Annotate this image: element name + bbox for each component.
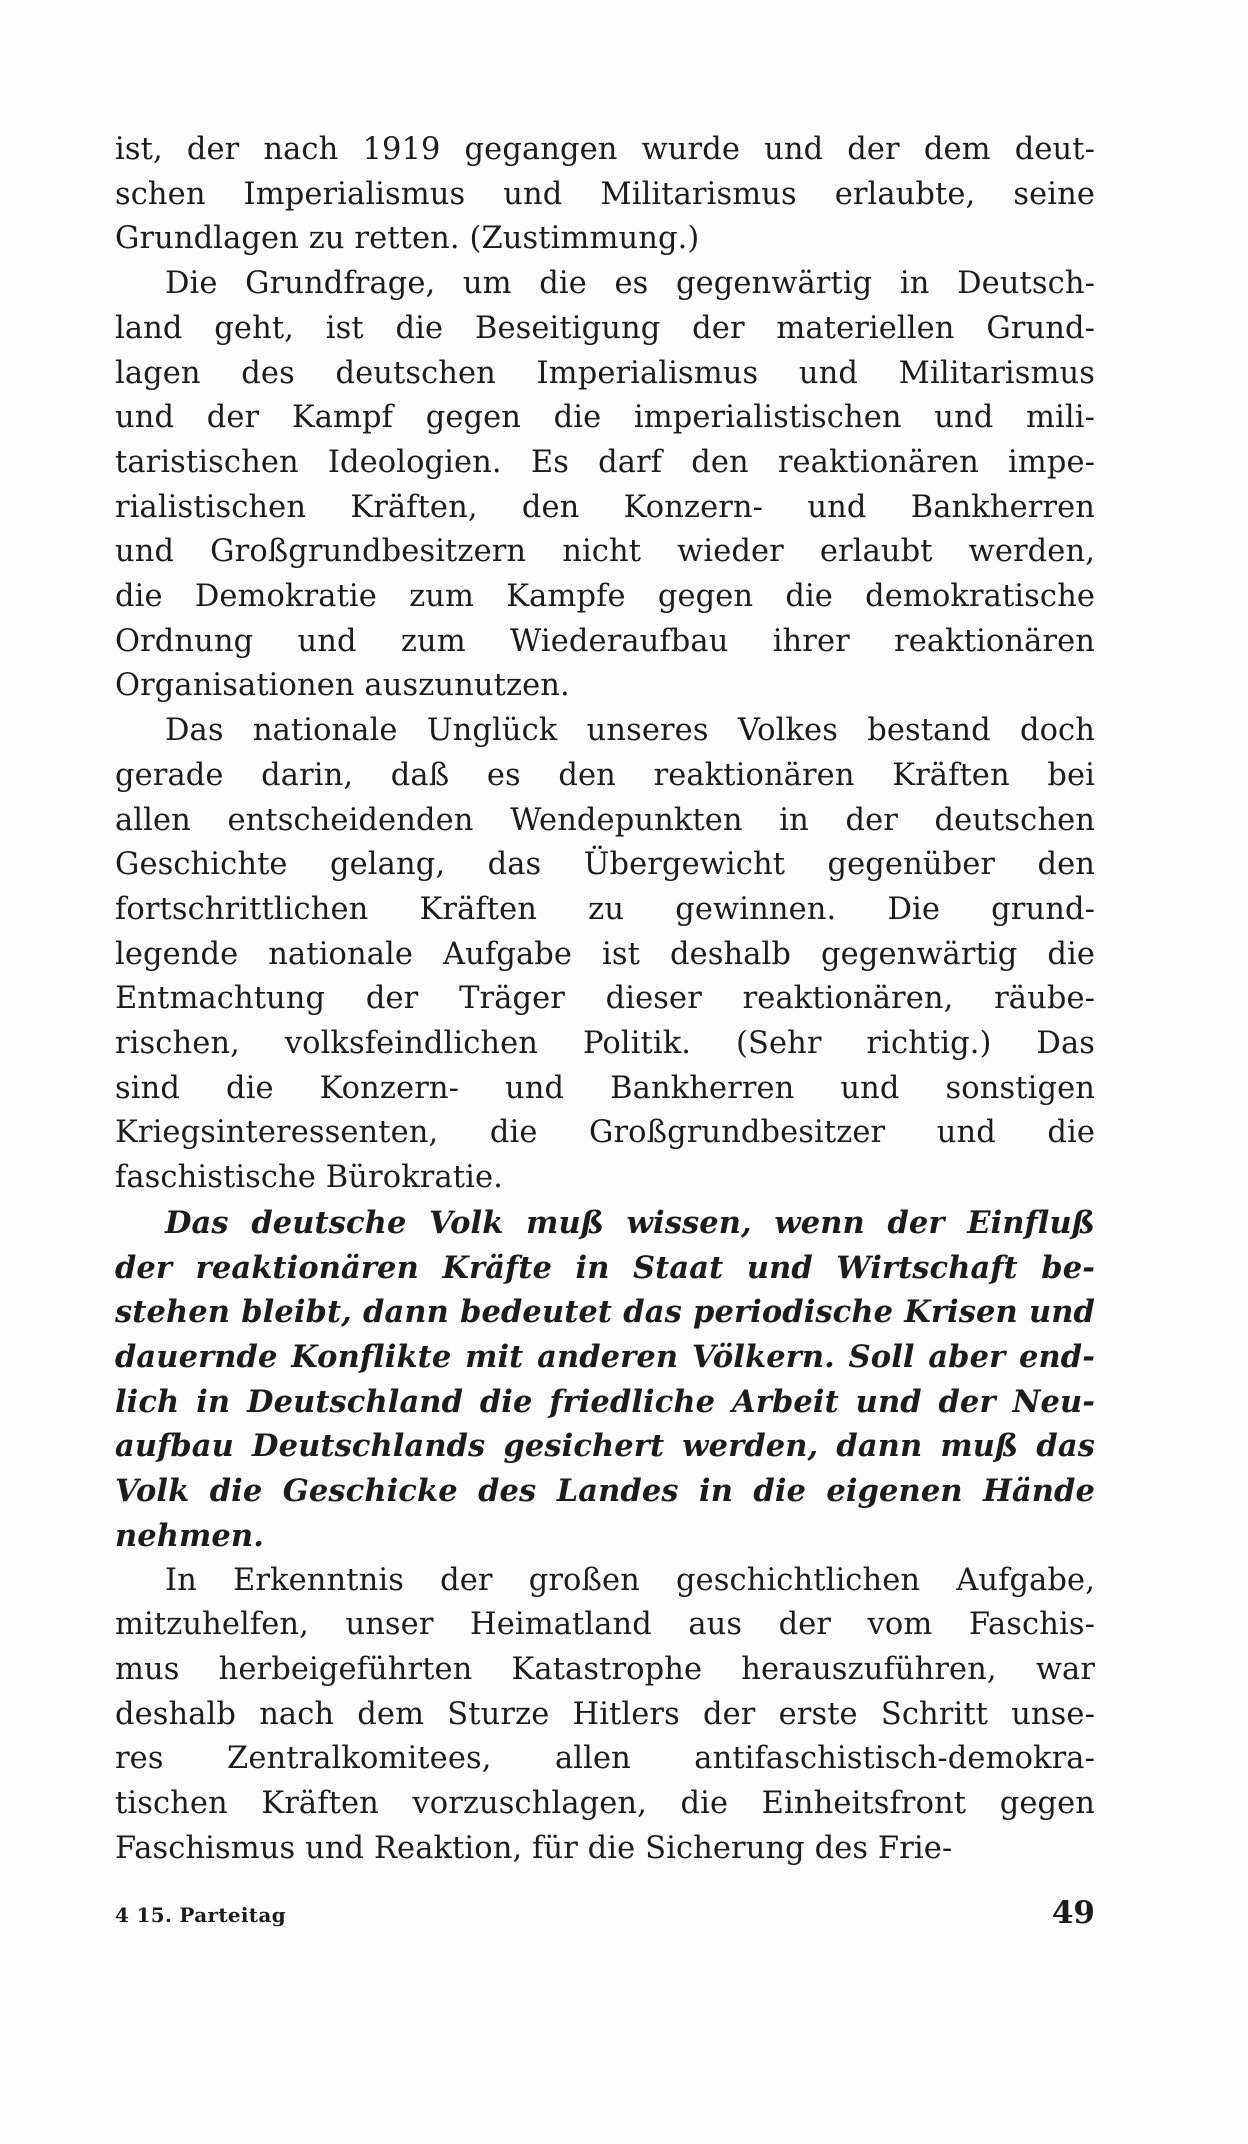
text-line: und der Kampf gegen die imperialistischen und mili- bbox=[115, 400, 1095, 436]
text-line: schen Imperialismus und Militarismus erlaubte, seine bbox=[115, 176, 1095, 212]
body-text bbox=[115, 128, 1095, 1871]
text-line: gerade darin, daß es den reaktionären Kräften bei bbox=[115, 757, 1095, 793]
text-line: Kriegsinteressenten, die Großgrundbesitzer und die bbox=[115, 1115, 1095, 1151]
text-line: legende nationale Aufgabe ist deshalb gegenwärtig die bbox=[115, 936, 1095, 972]
text-line: stehen bleibt, dann bedeutet das periodische Krisen und bbox=[115, 1294, 1095, 1331]
printer-signature: 4 15. Parteitag bbox=[115, 1903, 286, 1927]
text-line: Die Grundfrage, um die es gegenwärtig in Deutsch- bbox=[165, 266, 1095, 302]
text-line: Grundlagen zu retten. (Zustimmung.) bbox=[115, 221, 700, 257]
text-line: rialistischen Kräften, den Konzern- und Bankherren bbox=[115, 489, 1095, 525]
text-line: In Erkenntnis der großen geschichtlichen Aufgabe, bbox=[165, 1562, 1095, 1598]
text-line: taristischen Ideologien. Es darf den reaktionären impe- bbox=[115, 444, 1095, 480]
text-line: dauernde Konflikte mit anderen Völkern. Soll aber end- bbox=[115, 1338, 1095, 1375]
text-line: Ordnung und zum Wiederaufbau ihrer reaktionären bbox=[115, 623, 1095, 659]
page-footer bbox=[115, 1895, 1095, 1945]
paragraph bbox=[115, 262, 1095, 709]
text-line: res Zentralkomitees, allen antifaschistisch-demokra- bbox=[115, 1741, 1095, 1777]
paragraph bbox=[115, 1559, 1095, 1872]
text-line: allen entscheidenden Wendepunkten in der deutschen bbox=[115, 802, 1095, 838]
text-line: mitzuhelfen, unser Heimatland aus der vom Faschis- bbox=[115, 1607, 1095, 1643]
text-line: ist, der nach 1919 gegangen wurde und der dem deut- bbox=[115, 132, 1095, 167]
text-line: land geht, ist die Beseitigung der materiellen Grund- bbox=[115, 310, 1095, 346]
paragraph bbox=[115, 1201, 1095, 1559]
text-line: der reaktionären Kräfte in Staat und Wirtschaft be- bbox=[115, 1249, 1095, 1286]
text-line: Geschichte gelang, das Übergewicht gegenüber den bbox=[115, 847, 1095, 883]
text-line: lagen des deutschen Imperialismus und Militarismus bbox=[115, 355, 1095, 391]
text-line: und Großgrundbesitzern nicht wieder erlaubt werden, bbox=[115, 534, 1095, 570]
text-line: Das nationale Unglück unseres Volkes bestand doch bbox=[165, 713, 1095, 749]
text-line: Das deutsche Volk muß wissen, wenn der Einfluß bbox=[165, 1204, 1095, 1241]
text-line: die Demokratie zum Kampfe gegen die demokratische bbox=[115, 579, 1095, 615]
paragraph bbox=[115, 709, 1095, 1201]
text-line: Organisationen auszunutzen. bbox=[115, 668, 570, 704]
text-line: deshalb nach dem Sturze Hitlers der erste Schritt unse- bbox=[115, 1696, 1095, 1732]
text-line: fortschrittlichen Kräften zu gewinnen. Die grund- bbox=[115, 891, 1095, 927]
text-line: nehmen. bbox=[115, 1517, 264, 1554]
page-number: 49 bbox=[1051, 1895, 1095, 1931]
text-line: faschistische Bürokratie. bbox=[115, 1160, 503, 1196]
text-line: rischen, volksfeindlichen Politik. (Sehr richtig.) Das bbox=[115, 1026, 1095, 1062]
text-line: sind die Konzern- und Bankherren und sonstigen bbox=[115, 1070, 1095, 1106]
text-line: lich in Deutschland die friedliche Arbeit und der Neu- bbox=[115, 1383, 1095, 1420]
text-line: Faschismus und Reaktion, für die Sicherung des Frie- bbox=[115, 1830, 953, 1866]
paragraph bbox=[115, 128, 1095, 262]
text-line: tischen Kräften vorzuschlagen, die Einheitsfront gegen bbox=[115, 1786, 1095, 1822]
text-line: Volk die Geschicke des Landes in die eigenen Hände bbox=[115, 1473, 1095, 1510]
text-line: mus herbeigeführten Katastrophe herauszuführen, war bbox=[115, 1651, 1095, 1687]
text-line: aufbau Deutschlands gesichert werden, dann muß das bbox=[115, 1428, 1095, 1465]
text-line: Entmachtung der Träger dieser reaktionären, räube- bbox=[115, 981, 1095, 1017]
